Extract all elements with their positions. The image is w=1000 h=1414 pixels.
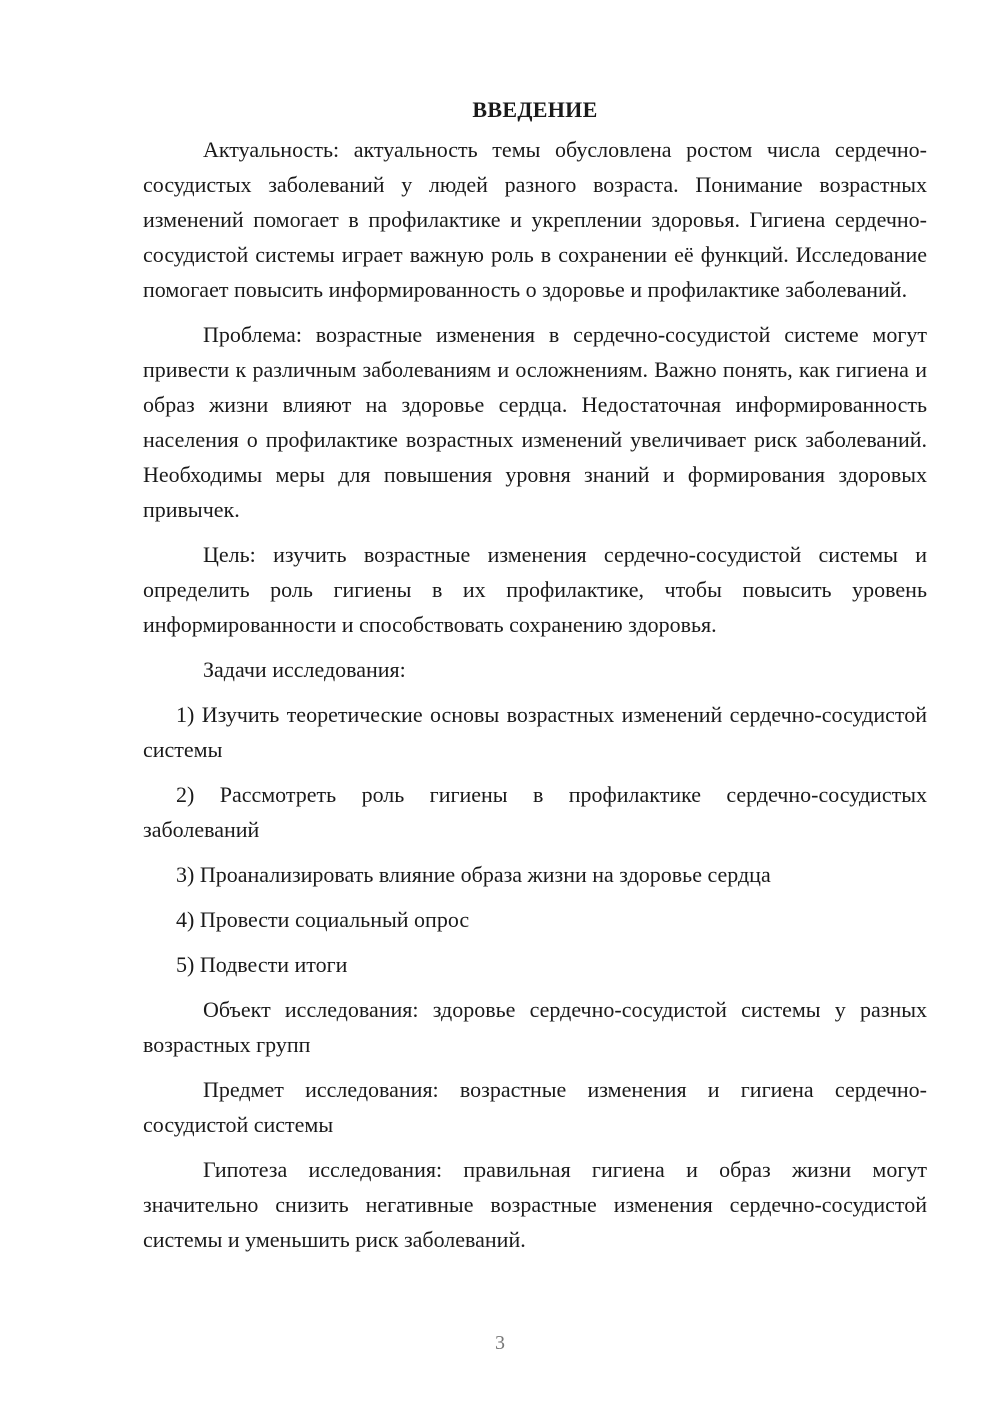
section-title: ВВЕДЕНИЕ <box>472 97 598 122</box>
task-item: 5) Подвести итоги <box>176 952 348 977</box>
paragraph-problem: Проблема: возрастные изменения в сердечно-сосудистой системе могут привести к различным заболеваниям и осложнениям. Важно понять, как гигиена и образ жизни влияют на здоровье сердца. Недостаточная информированность населения о профилактике возрастных изменений увеличивает риск заболеваний. Необходимы меры для повышения уровня знаний и формирования здоровых привычек. <box>143 322 927 522</box>
task-item: 3) Проанализировать влияние образа жизни на здоровье сердца <box>176 862 771 887</box>
task-item: 2) Рассмотреть роль гигиены в профилактике сердечно-сосудистых заболеваний <box>143 782 927 842</box>
page-number: 3 <box>495 1332 505 1354</box>
paragraph-hypothesis: Гипотеза исследования: правильная гигиена и образ жизни могут значительно снизить негативные возрастные изменения сердечно-сосудистой системы и уменьшить риск заболеваний. <box>143 1157 927 1252</box>
paragraph-actuality: Актуальность: актуальность темы обусловлена ростом числа сердечно-сосудистых заболеваний у людей разного возраста. Понимание возрастных изменений помогает в профилактике и укреплении здоровья. Гигиена сердечно-сосудистой системы играет важную роль в сохранении её функций. Исследование помогает повысить информированность о здоровье и профилактике заболеваний. <box>143 137 927 302</box>
tasks-heading: Задачи исследования: <box>203 657 406 682</box>
task-item: 4) Провести социальный опрос <box>176 907 470 932</box>
paragraph-object: Объект исследования: здоровье сердечно-сосудистой системы у разных возрастных групп <box>143 997 927 1057</box>
paragraph-subject: Предмет исследования: возрастные изменения и гигиена сердечно-сосудистой системы <box>143 1077 927 1137</box>
document-page <box>143 88 927 1257</box>
paragraph-goal: Цель: изучить возрастные изменения сердечно-сосудистой системы и определить роль гигиены в их профилактике, чтобы повысить уровень информированности и способствовать сохранению здоровья. <box>143 542 927 637</box>
task-item: 1) Изучить теоретические основы возрастных изменений сердечно-сосудистой системы <box>143 702 927 762</box>
